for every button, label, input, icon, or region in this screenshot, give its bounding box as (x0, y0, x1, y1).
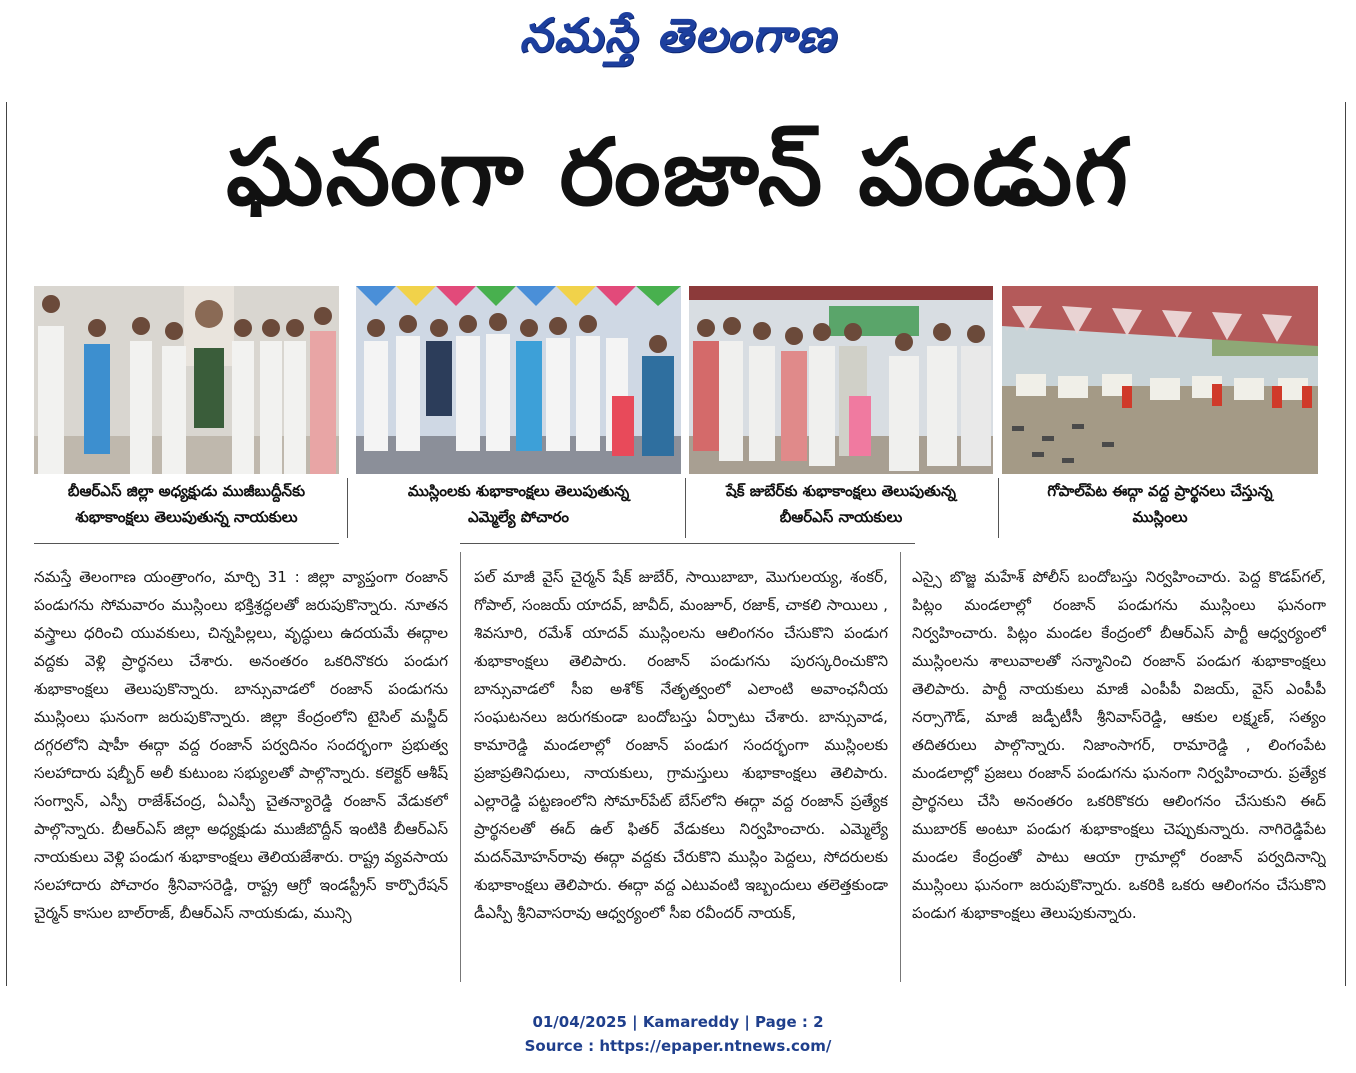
photo-leaders-greeting (34, 286, 339, 474)
caption-underline (460, 543, 915, 544)
photo-gopalpet-eidgah (1002, 286, 1318, 474)
caption-line: ఎమ్మెల్యే పోచారం (467, 508, 570, 526)
footer-date-edition: 01/04/2025 | Kamareddy | Page : 2 (532, 1013, 824, 1031)
caption-line: షేక్ జుబేర్‌కు శుభాకాంక్షలు తెలుపుతున్న (726, 482, 956, 500)
headline: ఘనంగా రంజాన్ పండుగ (226, 119, 1130, 226)
article-column-2: పల్ మాజీ వైస్ చైర్మన్ షేక్ జుబేర్, సాయిబాబా, మొగులయ్య, శంకర్, గోపాల్, సంజయ్ యాదవ్, జావీద్, మంజూర్, రజాక్, చాకలి సాయిలు , శివసూరి, రమేశ్ యాదవ్ ముస్లింలను ఆలింగనం చేసుకొని పండుగ శుభాకాంక్షలు తెలిపారు. రంజాన్ పండుగను పురస్కరించుకొని బాన్సువాడలో సీఐ అశోక్ నేతృత్వంలో ఎలాంటి అవాంఛనీయ సంఘటనలు జరుగకుండా బందోబస్తు ఏర్పాటు చేశారు. బాన్సువాడ, కామారెడ్డి మండలాల్లో రంజాన్ పండుగ సందర్భంగా ముస్లింలకు ప్రజాప్రతినిధులు, నాయకులు, గ్రామస్తులు శుభాకాంక్షలు తెలిపారు. ఎల్లారెడ్డి పట్టణంలోని సోమార్‌పేట్ బేస్‌లోని ఈద్గా వద్ద రంజాన్ ప్రత్యేక ప్రార్థనలతో ఈద్ ఉల్ ఫితర్ వేడుకలు నిర్వహించారు. ఎమ్మెల్యే మదన్‌మోహన్‌రావు ఈద్గా వద్దకు చేరుకొని ముస్లిం పెద్దలు, సోదరులకు శుభాకాంక్షలు తెలిపారు. ఈద్గా వద్ద ఎటువంటి ఇబ్బందులు తలెత్తకుండా డీఎస్పీ శ్రీనివాసరావు ఆధ్వర్యంలో సీఐ రవీందర్ నాయక్, (474, 568, 888, 922)
caption-line: శుభాకాంక్షలు తెలుపుతున్న నాయకులు (75, 508, 298, 526)
column-divider (900, 552, 901, 982)
caption-divider (347, 478, 348, 538)
caption-line: ముస్లింలకు శుభాకాంక్షలు తెలుపుతున్న (407, 482, 630, 500)
footer (0, 1010, 1356, 1058)
photo-mla-pocharam (356, 286, 681, 474)
caption-divider (998, 478, 999, 538)
caption-line: గోపాల్‌పేట ఈద్గా వద్ద ప్రార్థనలు చేస్తున్న (1047, 482, 1273, 500)
column-divider (460, 552, 461, 982)
caption-line: బీఆర్ఎస్ జిల్లా అధ్యక్షుడు ముజీబుద్దీన్‌కు (67, 482, 306, 500)
photo-sheikh-zubair (689, 286, 993, 474)
article-column-3: ఎస్సై బొజ్జ మహేశ్ పోలీస్ బందోబస్తు నిర్వహించారు. పెద్ద కొడప్‌గల్, పిట్లం మండలాల్లో రంజాన్ పండుగను ముస్లింలు ఘనంగా నిర్వహించారు. పిట్లం మండల కేంద్రంలో బీఆర్ఎస్ పార్టీ ఆధ్వర్యంలో ముస్లింలను శాలువాలతో సన్మానించి రంజాన్ పండుగ శుభాకాంక్షలు తెలిపారు. పార్టీ నాయకులు మాజీ ఎంపీపీ విజయ్, వైస్ ఎంపీపీ నర్సాగౌడ్, మాజీ జడ్పీటీసీ శ్రీనివాస్‌రెడ్డి, ఆకుల లక్ష్మణ్, సత్యం తదితరులు పాల్గొన్నారు. నిజాంసాగర్, రామారెడ్డి , లింగంపేట మండలాల్లో ప్రజలు రంజాన్ పండుగను ఘనంగా నిర్వహించారు. ప్రత్యేక ప్రార్థనలు చేసి అనంతరం ఒకరికొకరు ఆలింగనం చేసుకుని ఈద్ ముబారక్ అంటూ పండుగ శుభాకాంక్షలు చెప్పుకున్నారు. నాగిరెడ్డిపేట మండల కేంద్రంతో పాటు ఆయా గ్రామాల్లో రంజాన్ పర్వదినాన్ని ముస్లింలు ఘనంగా జరుపుకొన్నారు. ఒకరికి ఒకరు ఆలింగనం చేసుకొని పండుగ శుభాకాంక్షలు తెలుపుకున్నారు. (912, 568, 1326, 922)
footer-source-link[interactable]: Source : https://epaper.ntnews.com/ (524, 1037, 832, 1055)
photo-caption-2 (356, 478, 681, 530)
caption-line: బీఆర్ఎస్ నాయకులు (779, 508, 903, 526)
caption-underline (34, 543, 339, 544)
photo-caption-1 (34, 478, 339, 530)
article-column-1: నమస్తే తెలంగాణ యంత్రాంగం, మార్చి 31 : జిల్లా వ్యాప్తంగా రంజాన్ పండుగను సోమవారం ముస్లింలు భక్తిశ్రద్ధలతో జరుపుకొన్నారు. నూతన వస్త్రాలు ధరించి యువకులు, చిన్నపిల్లలు, వృద్ధులు ఉదయమే ఈద్గాల వద్దకు వెళ్లి ప్రార్థనలు చేశారు. అనంతరం ఒకరినొకరు పండుగ శుభాకాంక్షలు తెలుపుకొన్నారు. బాన్సువాడలో రంజాన్ పండుగను ముస్లింలు ఘనంగా జరుపుకొన్నారు. జిల్లా కేంద్రంలోని టైసిల్ మస్జీద్ దగ్గరలోని షాహీ ఈద్గా వద్ద రంజాన్ పర్వదినం సందర్భంగా ప్రభుత్వ సలహాదారు షబ్బీర్ అలీ కుటుంబ సభ్యులతో పాల్గొన్నారు. కలెక్టర్ ఆశీష్ సంగ్వాన్, ఎస్పీ రాజేశ్‌చంద్ర, ఏఎస్పీ చైతన్యారెడ్డి రంజాన్ వేడుకలో పాల్గొన్నారు. బీఆర్ఎస్ జిల్లా అధ్యక్షుడు ముజీబొద్దీన్ ఇంటికి బీఆర్ఎస్ నాయకులు వెళ్లి పండుగ శుభాకాంక్షలు తెలియజేశారు. రాష్ట్ర వ్యవసాయ సలహాదారు పోచారం శ్రీనివాసరెడ్డి, రాష్ట్ర ఆగ్రో ఇండస్ట్రీస్ కార్పొరేషన్ చైర్మన్ కాసుల బాల్‌రాజ్, బీఆర్ఎస్ నాయకుడు, మున్సి (34, 568, 448, 922)
caption-line: ముస్లింలు (1132, 508, 1188, 526)
photo-caption-4 (1002, 478, 1318, 530)
caption-divider (685, 478, 686, 538)
masthead-logo: నమస్తే తెలంగాణ (519, 8, 837, 62)
photo-caption-3 (689, 478, 993, 530)
